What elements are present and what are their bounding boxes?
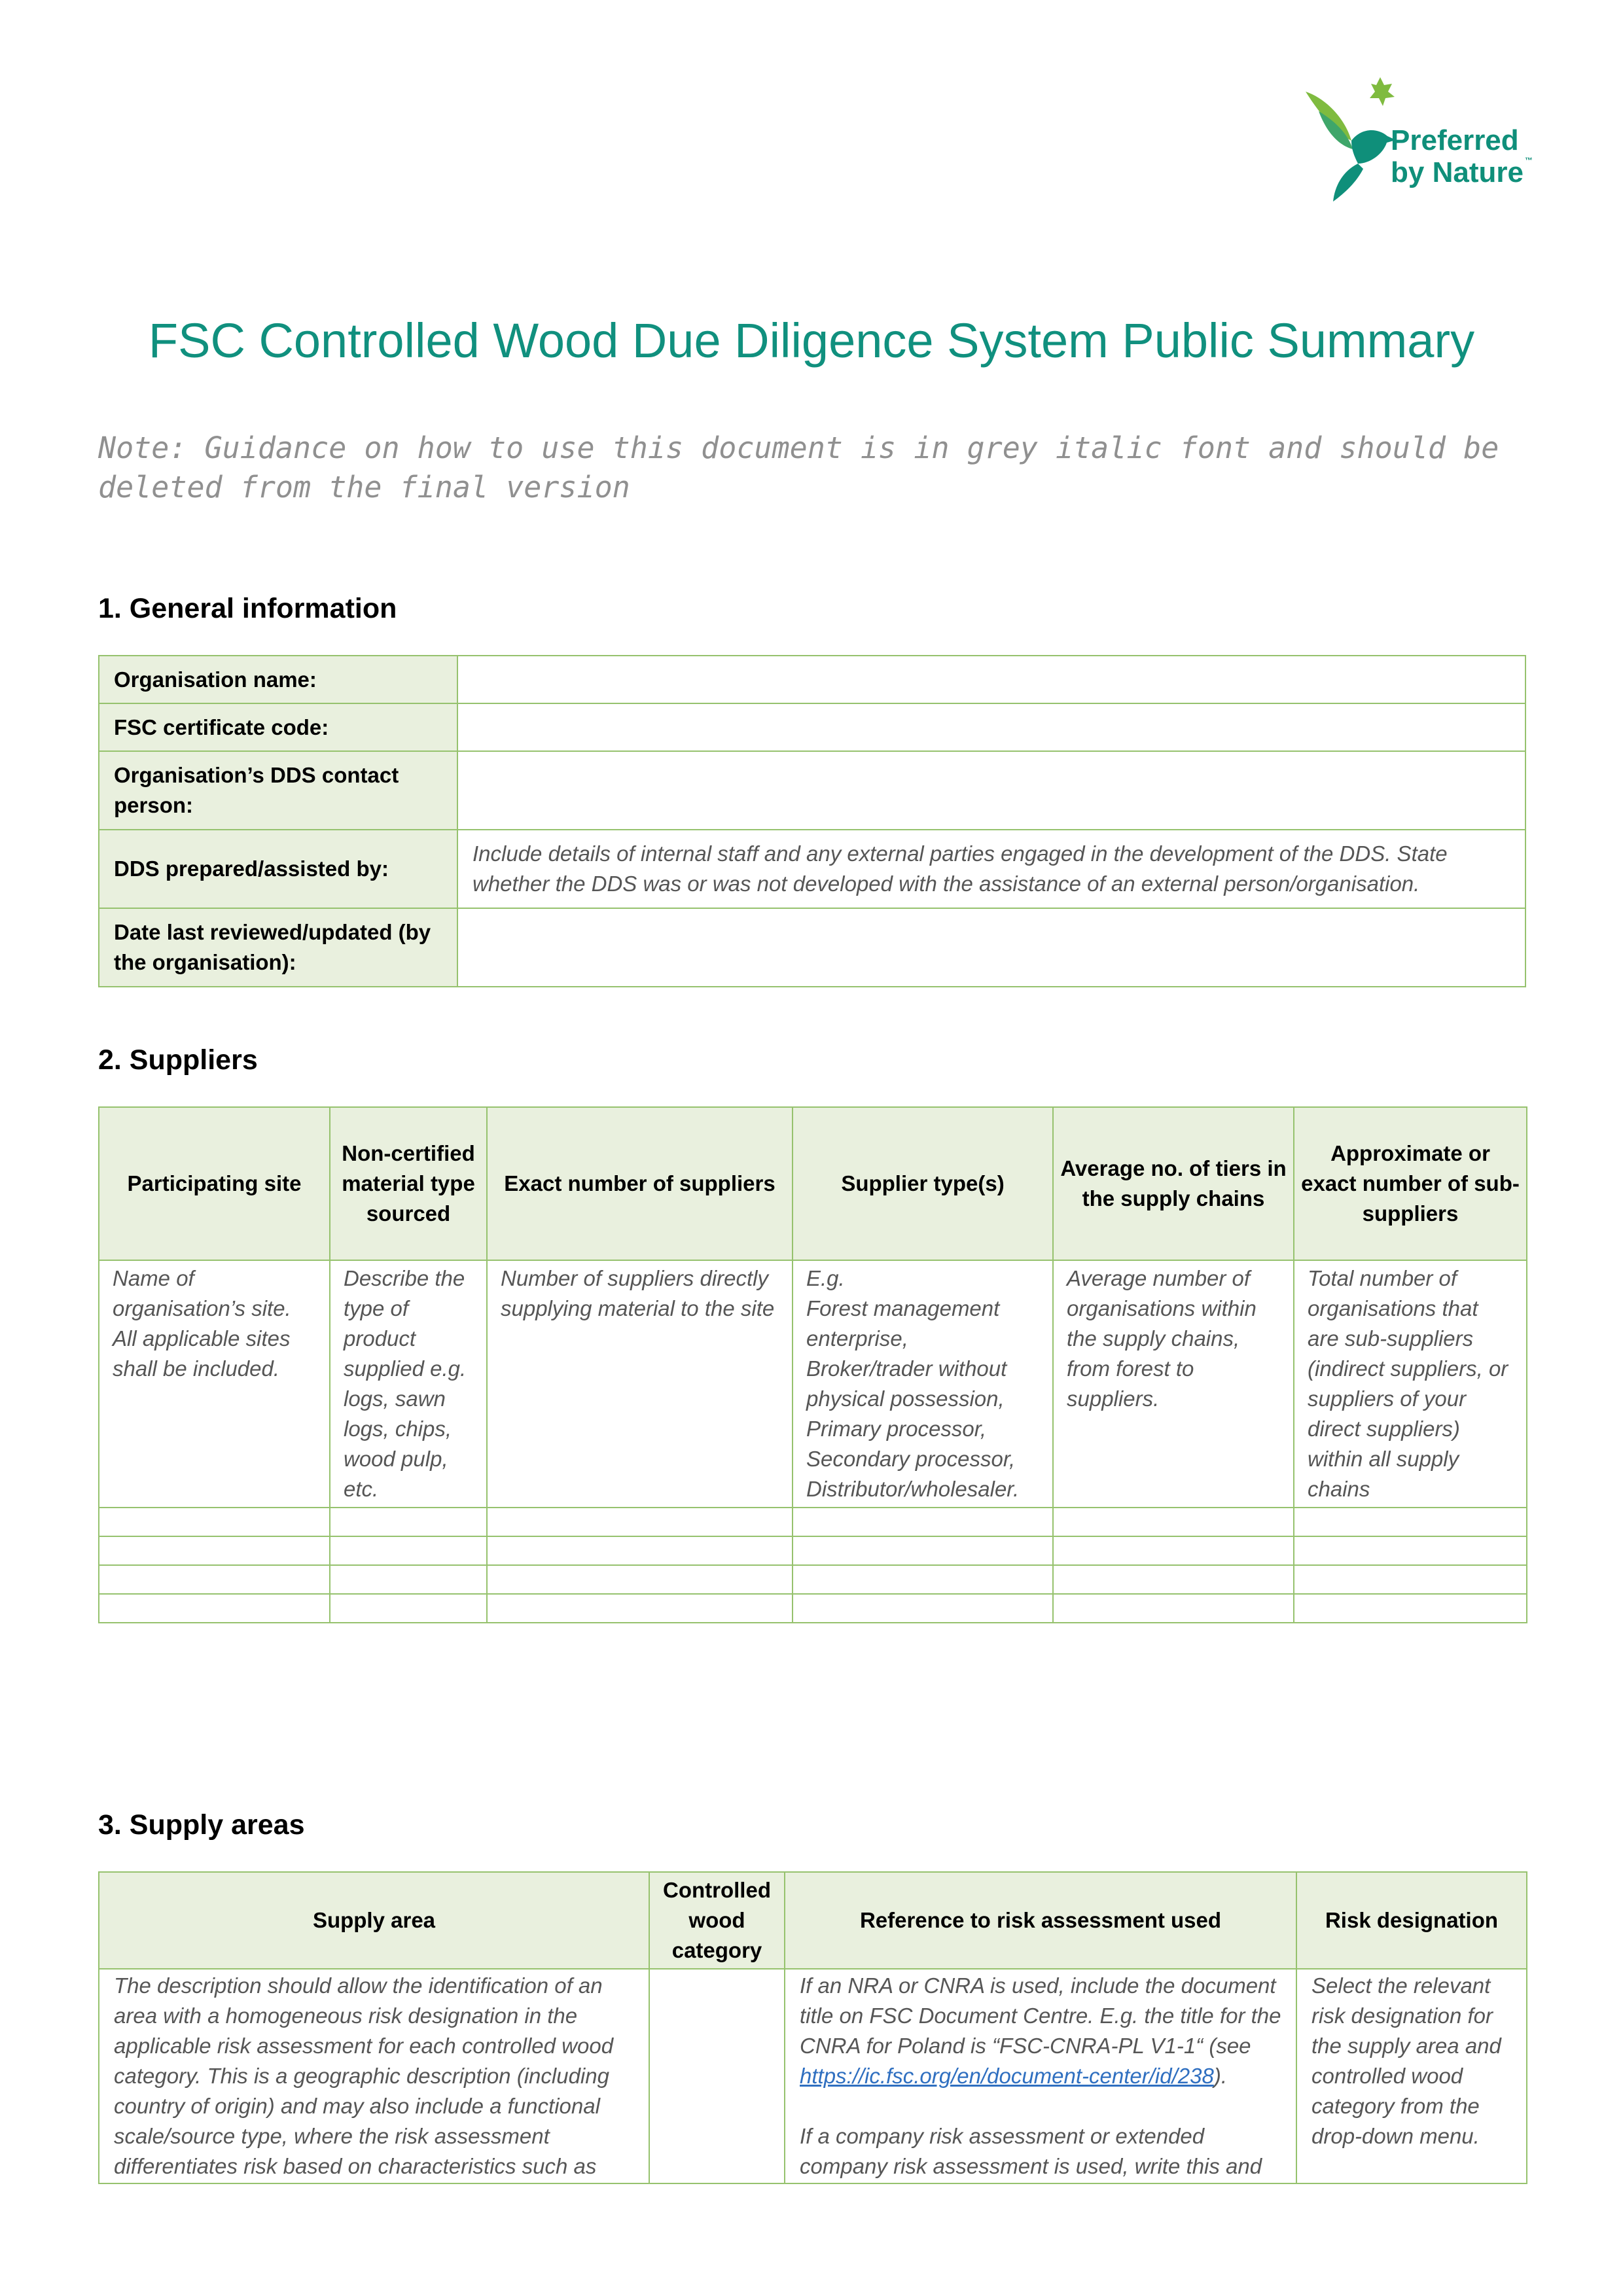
table-cell[interactable]: [487, 1536, 793, 1565]
column-header: Approximate or exact number of sub-suppliers: [1294, 1107, 1527, 1260]
table-cell[interactable]: [99, 1536, 330, 1565]
dds-prepared-by-label: DDS prepared/assisted by:: [99, 830, 457, 908]
date-last-reviewed-field[interactable]: [457, 908, 1525, 987]
risk-designation-cell[interactable]: Select the relevant risk designation for the supply area and controlled wood category from the drop-down menu.: [1296, 1969, 1527, 2183]
table-cell[interactable]: Total number of organisations that are sub-suppliers (indirect suppliers, or suppliers of your direct suppliers) within all supply chains: [1294, 1260, 1527, 1508]
supply-areas-table: [98, 1871, 1527, 2184]
table-cell[interactable]: [487, 1594, 793, 1623]
suppliers-table: [98, 1106, 1527, 1623]
section-1-heading: 1. General information: [98, 593, 397, 624]
table-cell[interactable]: [487, 1565, 793, 1594]
table-cell[interactable]: [793, 1536, 1053, 1565]
hummingbird-logo-icon: [1299, 72, 1397, 203]
table-header-row: [99, 1107, 1527, 1260]
column-header: Controlled wood category: [649, 1872, 785, 1969]
table-cell[interactable]: [1294, 1565, 1527, 1594]
preferred-by-nature-logo: [1299, 72, 1561, 203]
section-3-heading: 3. Supply areas: [98, 1809, 305, 1841]
table-row: [99, 1969, 1527, 2183]
table-cell[interactable]: Average number of organisations within the supply chains, from forest to suppliers.: [1053, 1260, 1294, 1508]
logo-wordmark: [1391, 124, 1533, 189]
table-cell[interactable]: [793, 1565, 1053, 1594]
reference-guidance-text-2: If a company risk assessment or extended company risk assessment is used, write this and: [800, 2124, 1262, 2178]
date-last-reviewed-label: Date last reviewed/updated (by the organisation):: [99, 908, 457, 987]
logo-line-1: Preferred: [1391, 124, 1519, 156]
table-cell[interactable]: [1294, 1508, 1527, 1536]
table-row: [99, 1565, 1527, 1594]
organisation-name-label: Organisation name:: [99, 656, 457, 703]
dds-contact-person-field[interactable]: [457, 751, 1525, 830]
table-cell[interactable]: Number of suppliers directly supplying material to the site: [487, 1260, 793, 1508]
table-cell[interactable]: [1053, 1565, 1294, 1594]
column-header: Non-certified material type sourced: [330, 1107, 487, 1260]
table-row: [99, 908, 1525, 987]
table-cell[interactable]: Describe the type of product supplied e.g. logs, sawn logs, chips, wood pulp, etc.: [330, 1260, 487, 1508]
dds-contact-person-label: Organisation’s DDS contact person:: [99, 751, 457, 830]
column-header: Reference to risk assessment used: [785, 1872, 1296, 1969]
section-2-heading: 2. Suppliers: [98, 1044, 258, 1076]
table-cell[interactable]: [1053, 1508, 1294, 1536]
reference-guidance-text-end: ).: [1213, 2064, 1228, 2088]
column-header: Participating site: [99, 1107, 330, 1260]
table-row: [99, 1260, 1527, 1508]
table-row: [99, 1536, 1527, 1565]
table-cell[interactable]: [1053, 1594, 1294, 1623]
risk-assessment-reference-cell[interactable]: [785, 1969, 1296, 2183]
fsc-certificate-code-field[interactable]: [457, 703, 1525, 751]
guidance-note: Note: Guidance on how to use this document is in grey italic font and should be deleted from the final version: [98, 431, 1499, 504]
table-cell[interactable]: [330, 1565, 487, 1594]
table-cell[interactable]: [1294, 1594, 1527, 1623]
organisation-name-field[interactable]: [457, 656, 1525, 703]
table-cell[interactable]: [1294, 1536, 1527, 1565]
column-header: Risk designation: [1296, 1872, 1527, 1969]
table-cell[interactable]: [99, 1594, 330, 1623]
table-row: [99, 751, 1525, 830]
table-header-row: [99, 1872, 1527, 1969]
table-cell[interactable]: [793, 1594, 1053, 1623]
table-row: [99, 656, 1525, 703]
table-row: [99, 1508, 1527, 1536]
column-header: Supply area: [99, 1872, 649, 1969]
table-cell[interactable]: [99, 1565, 330, 1594]
general-information-table: [98, 655, 1526, 987]
logo-line-2: by Nature: [1391, 156, 1524, 189]
fsc-certificate-code-label: FSC certificate code:: [99, 703, 457, 751]
table-cell[interactable]: [330, 1508, 487, 1536]
document-title: FSC Controlled Wood Due Diligence System Public Summary: [148, 313, 1475, 368]
table-cell[interactable]: [793, 1508, 1053, 1536]
table-row: [99, 1594, 1527, 1623]
table-row: [99, 830, 1525, 908]
dds-prepared-by-field[interactable]: Include details of internal staff and any external parties engaged in the development of the DDS. State whether the DDS was or was not developed with the assistance of an external person/organisation.: [457, 830, 1525, 908]
table-cell[interactable]: E.g. Forest management enterprise, Broker/trader without physical possession, Primary processor, Secondary processor, Distributor/wholesaler.: [793, 1260, 1053, 1508]
column-header: Supplier type(s): [793, 1107, 1053, 1260]
table-cell[interactable]: [330, 1594, 487, 1623]
table-cell[interactable]: [487, 1508, 793, 1536]
reference-guidance-text: If an NRA or CNRA is used, include the document title on FSC Document Centre. E.g. the title for the CNRA for Poland is “FSC-CNRA-PL V1-1“ (see: [800, 1973, 1281, 2058]
column-header: Average no. of tiers in the supply chains: [1053, 1107, 1294, 1260]
table-row: [99, 703, 1525, 751]
column-header: Exact number of suppliers: [487, 1107, 793, 1260]
table-cell[interactable]: Name of organisation’s site. All applicable sites shall be included.: [99, 1260, 330, 1508]
controlled-wood-category-cell[interactable]: [649, 1969, 785, 2183]
fsc-document-center-link[interactable]: https://ic.fsc.org/en/document-center/id/238: [800, 2064, 1214, 2088]
table-cell[interactable]: [1053, 1536, 1294, 1565]
table-cell[interactable]: [330, 1536, 487, 1565]
supply-area-cell[interactable]: The description should allow the identification of an area with a homogeneous risk designation in the applicable risk assessment for each controlled wood category. This is a geographic description (including country of origin) and may also include a functional scale/source type, where the risk assessment differentiates risk based on characteristics such as: [99, 1969, 649, 2183]
table-cell[interactable]: [99, 1508, 330, 1536]
trademark-symbol: ™: [1524, 156, 1533, 166]
